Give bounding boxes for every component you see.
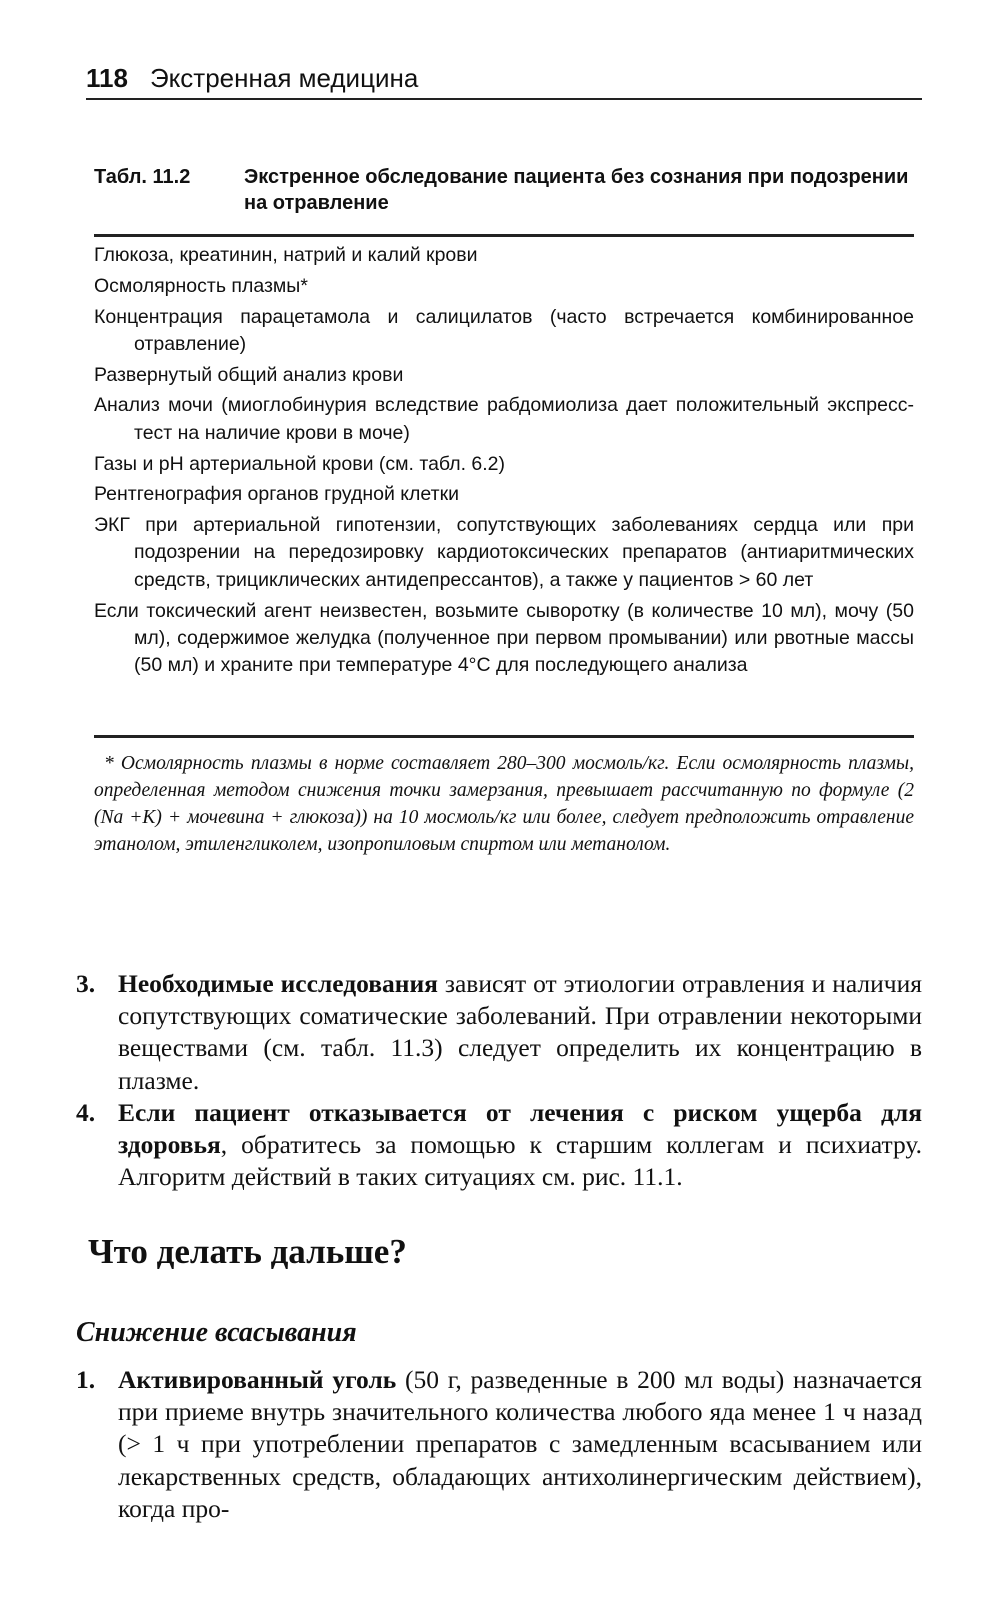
table-row: Газы и pH артериальной крови (см. табл. 6.2) — [94, 452, 506, 475]
table-row: ЭКГ при артериальной гипотензии, сопутствующих заболеваниях сердца или при подозрении на передозировку кардиотоксических препаратов (антиаритмических средств, трициклических антидепрессантов), а также у пациентов > 60 лет — [94, 514, 914, 591]
list-item-text: , обратитесь за помощью к старшим коллегам и психиатру. Алгоритм действий в таких ситуациях см. рис. 11.1. — [118, 1130, 922, 1192]
running-title: Экстренная медицина — [149, 63, 419, 93]
running-header — [86, 62, 922, 100]
table-row: Осмолярность плазмы* — [94, 274, 308, 297]
table-row: Концентрация парацетамола и салицилатов (часто встречается комбинированное отравление) — [94, 305, 914, 355]
section-title: Что делать дальше? — [88, 1232, 407, 1271]
list-item-lead: Необходимые исследования — [118, 969, 438, 998]
table-top-rule — [94, 234, 914, 237]
subsection-title: Снижение всасывания — [76, 1317, 357, 1348]
list-item-text: зависят от этиологии отравления и наличия сопутствующих соматические заболеваний. При отравлении некоторыми веществами (см. табл. 11.3) следует определить их концентрацию в плазме. — [118, 969, 922, 1095]
numbered-list-a — [76, 968, 922, 1193]
list-marker: 4. — [76, 1097, 96, 1127]
list-item — [76, 968, 922, 1097]
table-rows — [94, 242, 914, 683]
list-item-lead: Если пациент отказывается от лечения с риском ущерба для здоровья — [118, 1097, 922, 1160]
table-row: Глюкоза, креатинин, натрий и калий крови — [94, 244, 478, 266]
list-item-text: (50 г, разведенные в 200 мл воды) назначается при приеме внутрь значительного количества любого яда менее 1 ч назад (> 1 ч при употреблении препаратов с замедленным всасыванием или лекарственных средств, обладающих антихолинергическим действием), когда про- — [118, 1365, 922, 1523]
table-row: Если токсический агент неизвестен, возьмите сыворотку (в количестве 10 мл), мочу (50 мл), содержимое желудка (полученное при первом промывании) или рвотные массы (50 мл) и храните при температуре 4°С для последующего анализа — [94, 599, 914, 677]
numbered-list-b — [76, 1364, 922, 1525]
table-bottom-rule — [94, 735, 914, 738]
table-number: Табл. 11.2 — [94, 166, 191, 188]
list-item — [76, 1364, 922, 1525]
table-title: Экстренное обследование пациента без сознания при подозрении на отравление — [244, 166, 909, 214]
table-row: Анализ мочи (миоглобинурия вследствие рабдомиолиза дает положительный экспресс-тест на наличие крови в моче) — [94, 394, 914, 444]
list-item — [76, 1097, 922, 1194]
table-footnote: * Осмолярность плазмы в норме составляет 280–300 мосмоль/кг. Если осмолярность плазмы, определенная методом снижения точки замерзания, превышает рассчитанную по формуле (2 (Na +K) + мочевина + глюкоза)) на 10 мосмоль/кг или более, следует предположить отравление этанолом, этиленгликолем, изопропиловым спиртом или метанолом. — [94, 753, 914, 855]
table-row: Развернутый общий анализ крови — [94, 363, 404, 386]
table-caption — [94, 164, 914, 216]
list-marker: 3. — [76, 969, 96, 998]
table-row: Рентгенография органов грудной клетки — [94, 483, 459, 506]
page-number: 118 — [86, 63, 128, 93]
list-item-lead: Активированный уголь — [118, 1365, 397, 1394]
list-marker: 1. — [76, 1365, 96, 1394]
